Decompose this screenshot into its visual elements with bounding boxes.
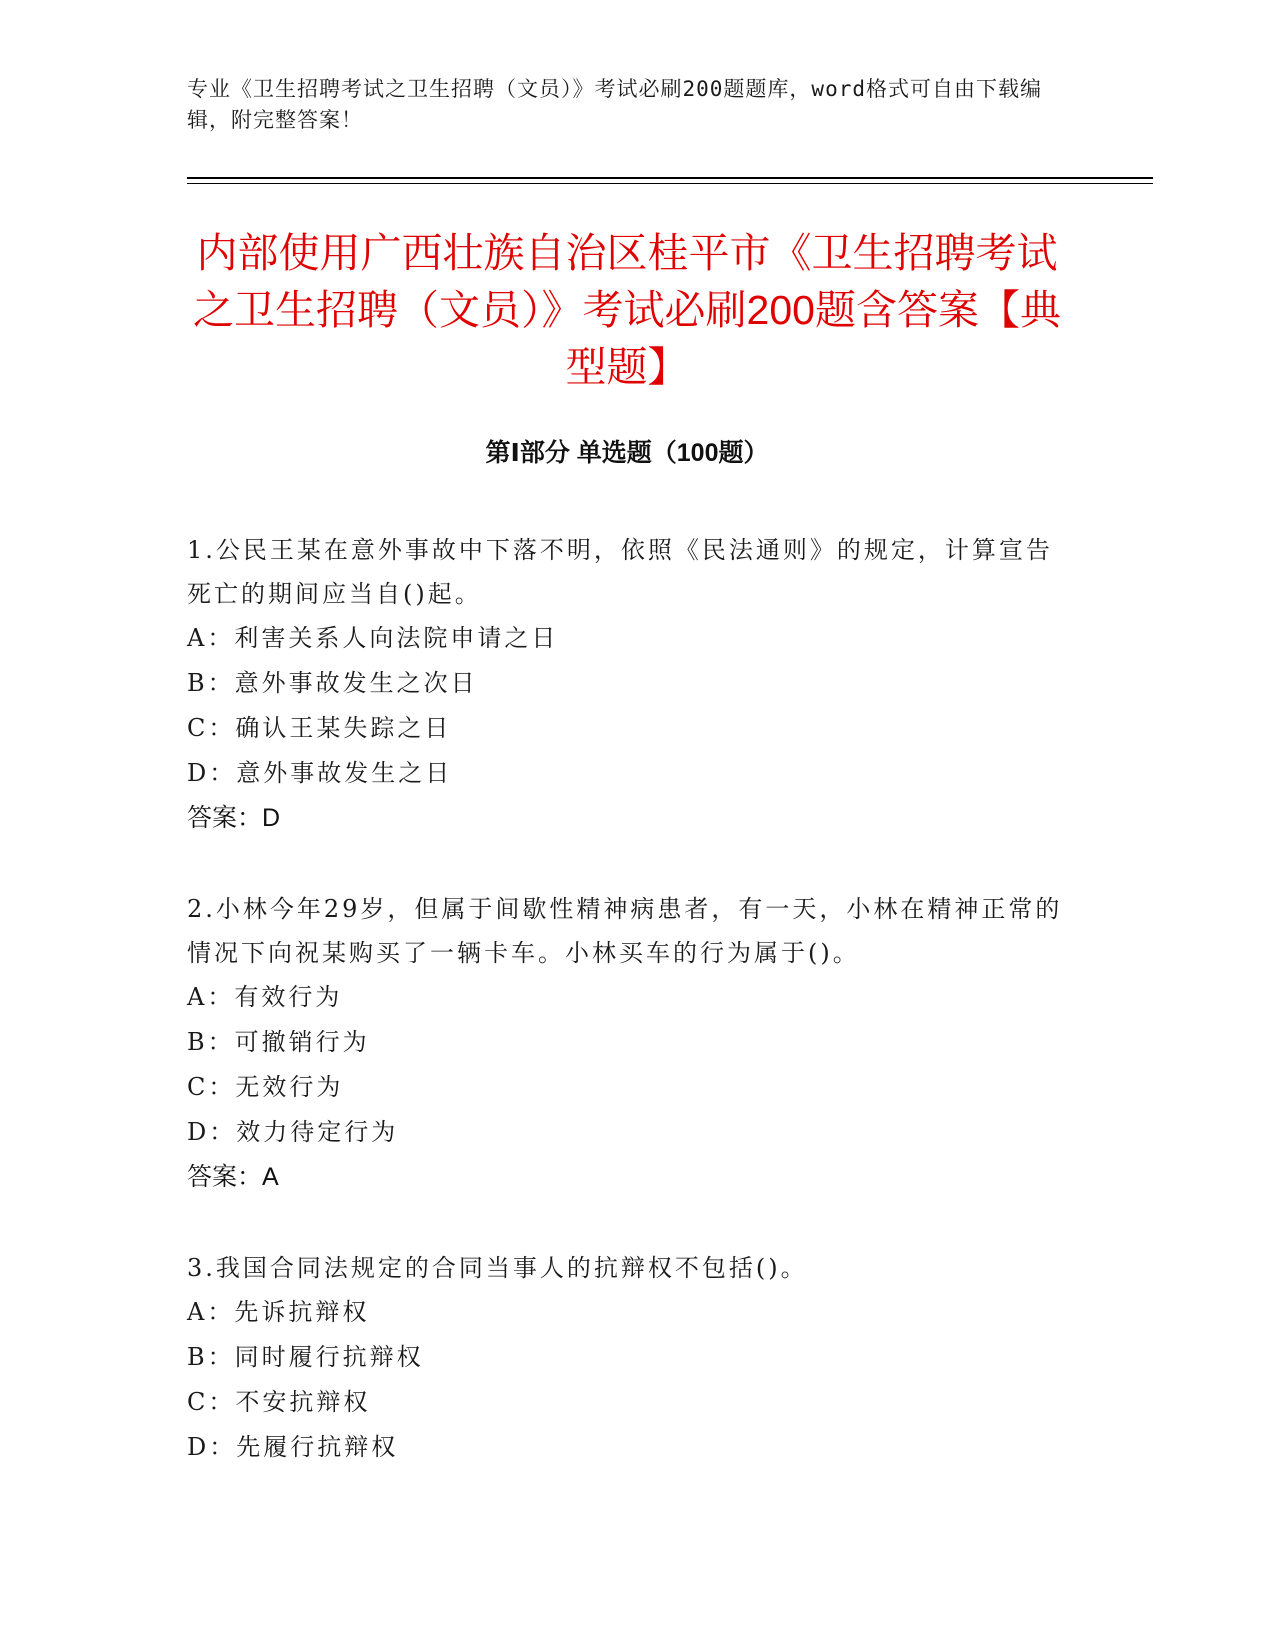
option-c: C：无效行为 (187, 1073, 344, 1101)
question-3 (187, 1246, 1067, 1470)
question-list (187, 528, 1067, 1516)
option-a: A：利害关系人向法院申请之日 (187, 624, 559, 652)
option-b: B：同时履行抗辩权 (187, 1343, 424, 1371)
header-note: 专业《卫生招聘考试之卫生招聘（文员）》考试必刷200题题库，word格式可自由下载编辑，附完整答案！ (187, 77, 1042, 132)
answer-line: 答案：A (187, 1163, 279, 1191)
header-divider-thick (187, 177, 1153, 179)
question-2 (187, 887, 1067, 1200)
option-d: D：效力待定行为 (187, 1118, 399, 1146)
option-c: C：确认王某失踪之日 (187, 714, 452, 742)
document-title: 内部使用广西壮族自治区桂平市《卫生招聘考试之卫生招聘（文员）》考试必刷200题含答案【典型题】 (193, 230, 1061, 390)
header-divider-thin (187, 183, 1153, 184)
answer-line: 答案：D (187, 804, 281, 832)
option-a: A：先诉抗辩权 (187, 1298, 370, 1326)
option-d: D：先履行抗辩权 (187, 1433, 399, 1461)
question-stem: 1.公民王某在意外事故中下落不明，依照《民法通则》的规定，计算宣告死亡的期间应当自()起。 (187, 536, 1053, 608)
question-stem: 2.小林今年29岁，但属于间歇性精神病患者，有一天，小林在精神正常的情况下向祝某购买了一辆卡车。小林买车的行为属于()。 (187, 895, 1063, 967)
option-a: A：有效行为 (187, 983, 343, 1011)
question-1 (187, 528, 1067, 841)
question-stem: 3.我国合同法规定的合同当事人的抗辩权不包括()。 (187, 1254, 808, 1282)
section-heading: 第Ⅰ部分 单选题（100题） (485, 439, 769, 467)
option-b: B：可撤销行为 (187, 1028, 370, 1056)
option-d: D：意外事故发生之日 (187, 759, 453, 787)
option-b: B：意外事故发生之次日 (187, 669, 478, 697)
option-c: C：不安抗辩权 (187, 1388, 371, 1416)
